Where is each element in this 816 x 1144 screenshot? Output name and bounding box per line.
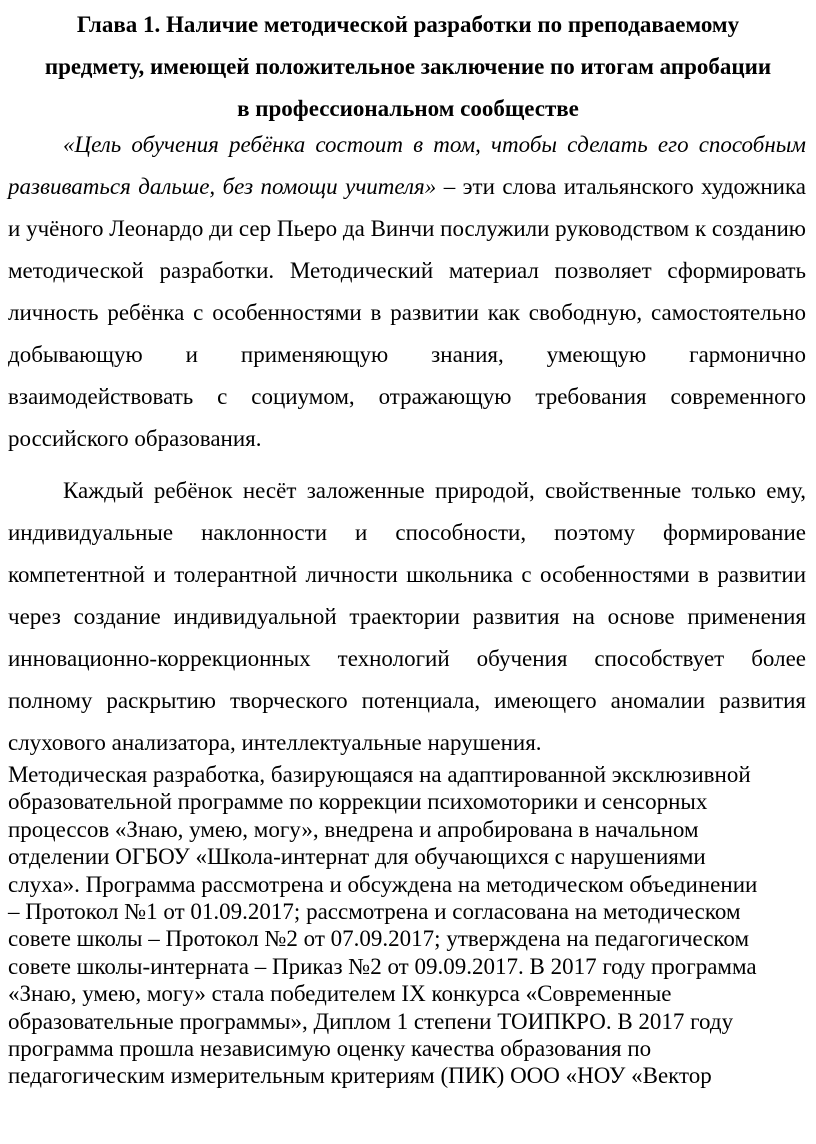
text-line: образовательные программы», Диплом 1 степени ТОИПКРО. В 2017 году [8, 1008, 734, 1034]
paragraph-individual-abilities: Каждый ребёнок несёт заложенные природой, свойственные только ему, индивидуальные наклонности и способности, поэтому формирование компетентной и толерантной личности школьника с особенностями в развитии через создание индивидуальной траектории развития на основе применения инновационно-коррекционных технологий обучения способствует более полному раскрытию творческого потенциала, имеющего аномалии развития слухового анализатора, интеллектуальные нарушения. [8, 478, 806, 755]
leonardo-quote: «Цель обучения ребёнка состоит в том, чтобы сделать его способным развиваться дальше, без помощи учителя» [8, 132, 806, 199]
chapter-heading: Глава 1. Наличие методической разработки по преподаваемому предмету, имеющей положительное заключение по итогам апробации в профессиональном сообществе [44, 12, 772, 121]
text-line: педагогическим измерительным критериям (ПИК) ООО «НОУ «Вектор [8, 1063, 712, 1089]
text-line: программа прошла независимую оценку качества образования по [8, 1036, 652, 1062]
paragraph-methodical-development [8, 761, 798, 1090]
text-line: – Протокол №1 от 01.09.2017; рассмотрена и согласована на методическом [8, 899, 741, 925]
text-line: «Знаю, умею, могу» стала победителем IX конкурса «Современные [8, 981, 672, 1007]
paragraph-leonardo-quote [8, 124, 806, 460]
text-line: слуха». Программа рассмотрена и обсуждена на методическом объединении [8, 871, 758, 897]
text-line: образовательной программе по коррекции психомоторики и сенсорных [8, 789, 708, 815]
paragraph-1-text: – эти слова итальянского художника и учёного Леонардо ди сер Пьеро да Винчи послужили руководством к созданию методической разработки. Методический материал позволяет сформировать личность ребёнка с особенностями в развитии как свободную, самостоятельно добывающую и применяющую знания, умеющую гармонично взаимодействовать с социумом, отражающую требования современного российского образования. [8, 174, 807, 451]
text-line: Методическая разработка, базирующаяся на адаптированной эксклюзивной [8, 762, 751, 787]
text-line: совете школы – Протокол №2 от 07.09.2017; утверждена на педагогическом [8, 926, 750, 952]
text-line: процессов «Знаю, умею, могу», внедрена и апробирована в начальном [8, 816, 699, 842]
text-line: отделении ОГБОУ «Школа-интернат для обучающихся с нарушениями [8, 844, 706, 870]
text-line: совете школы-интерната – Приказ №2 от 09.09.2017. В 2017 году программа [8, 953, 757, 979]
